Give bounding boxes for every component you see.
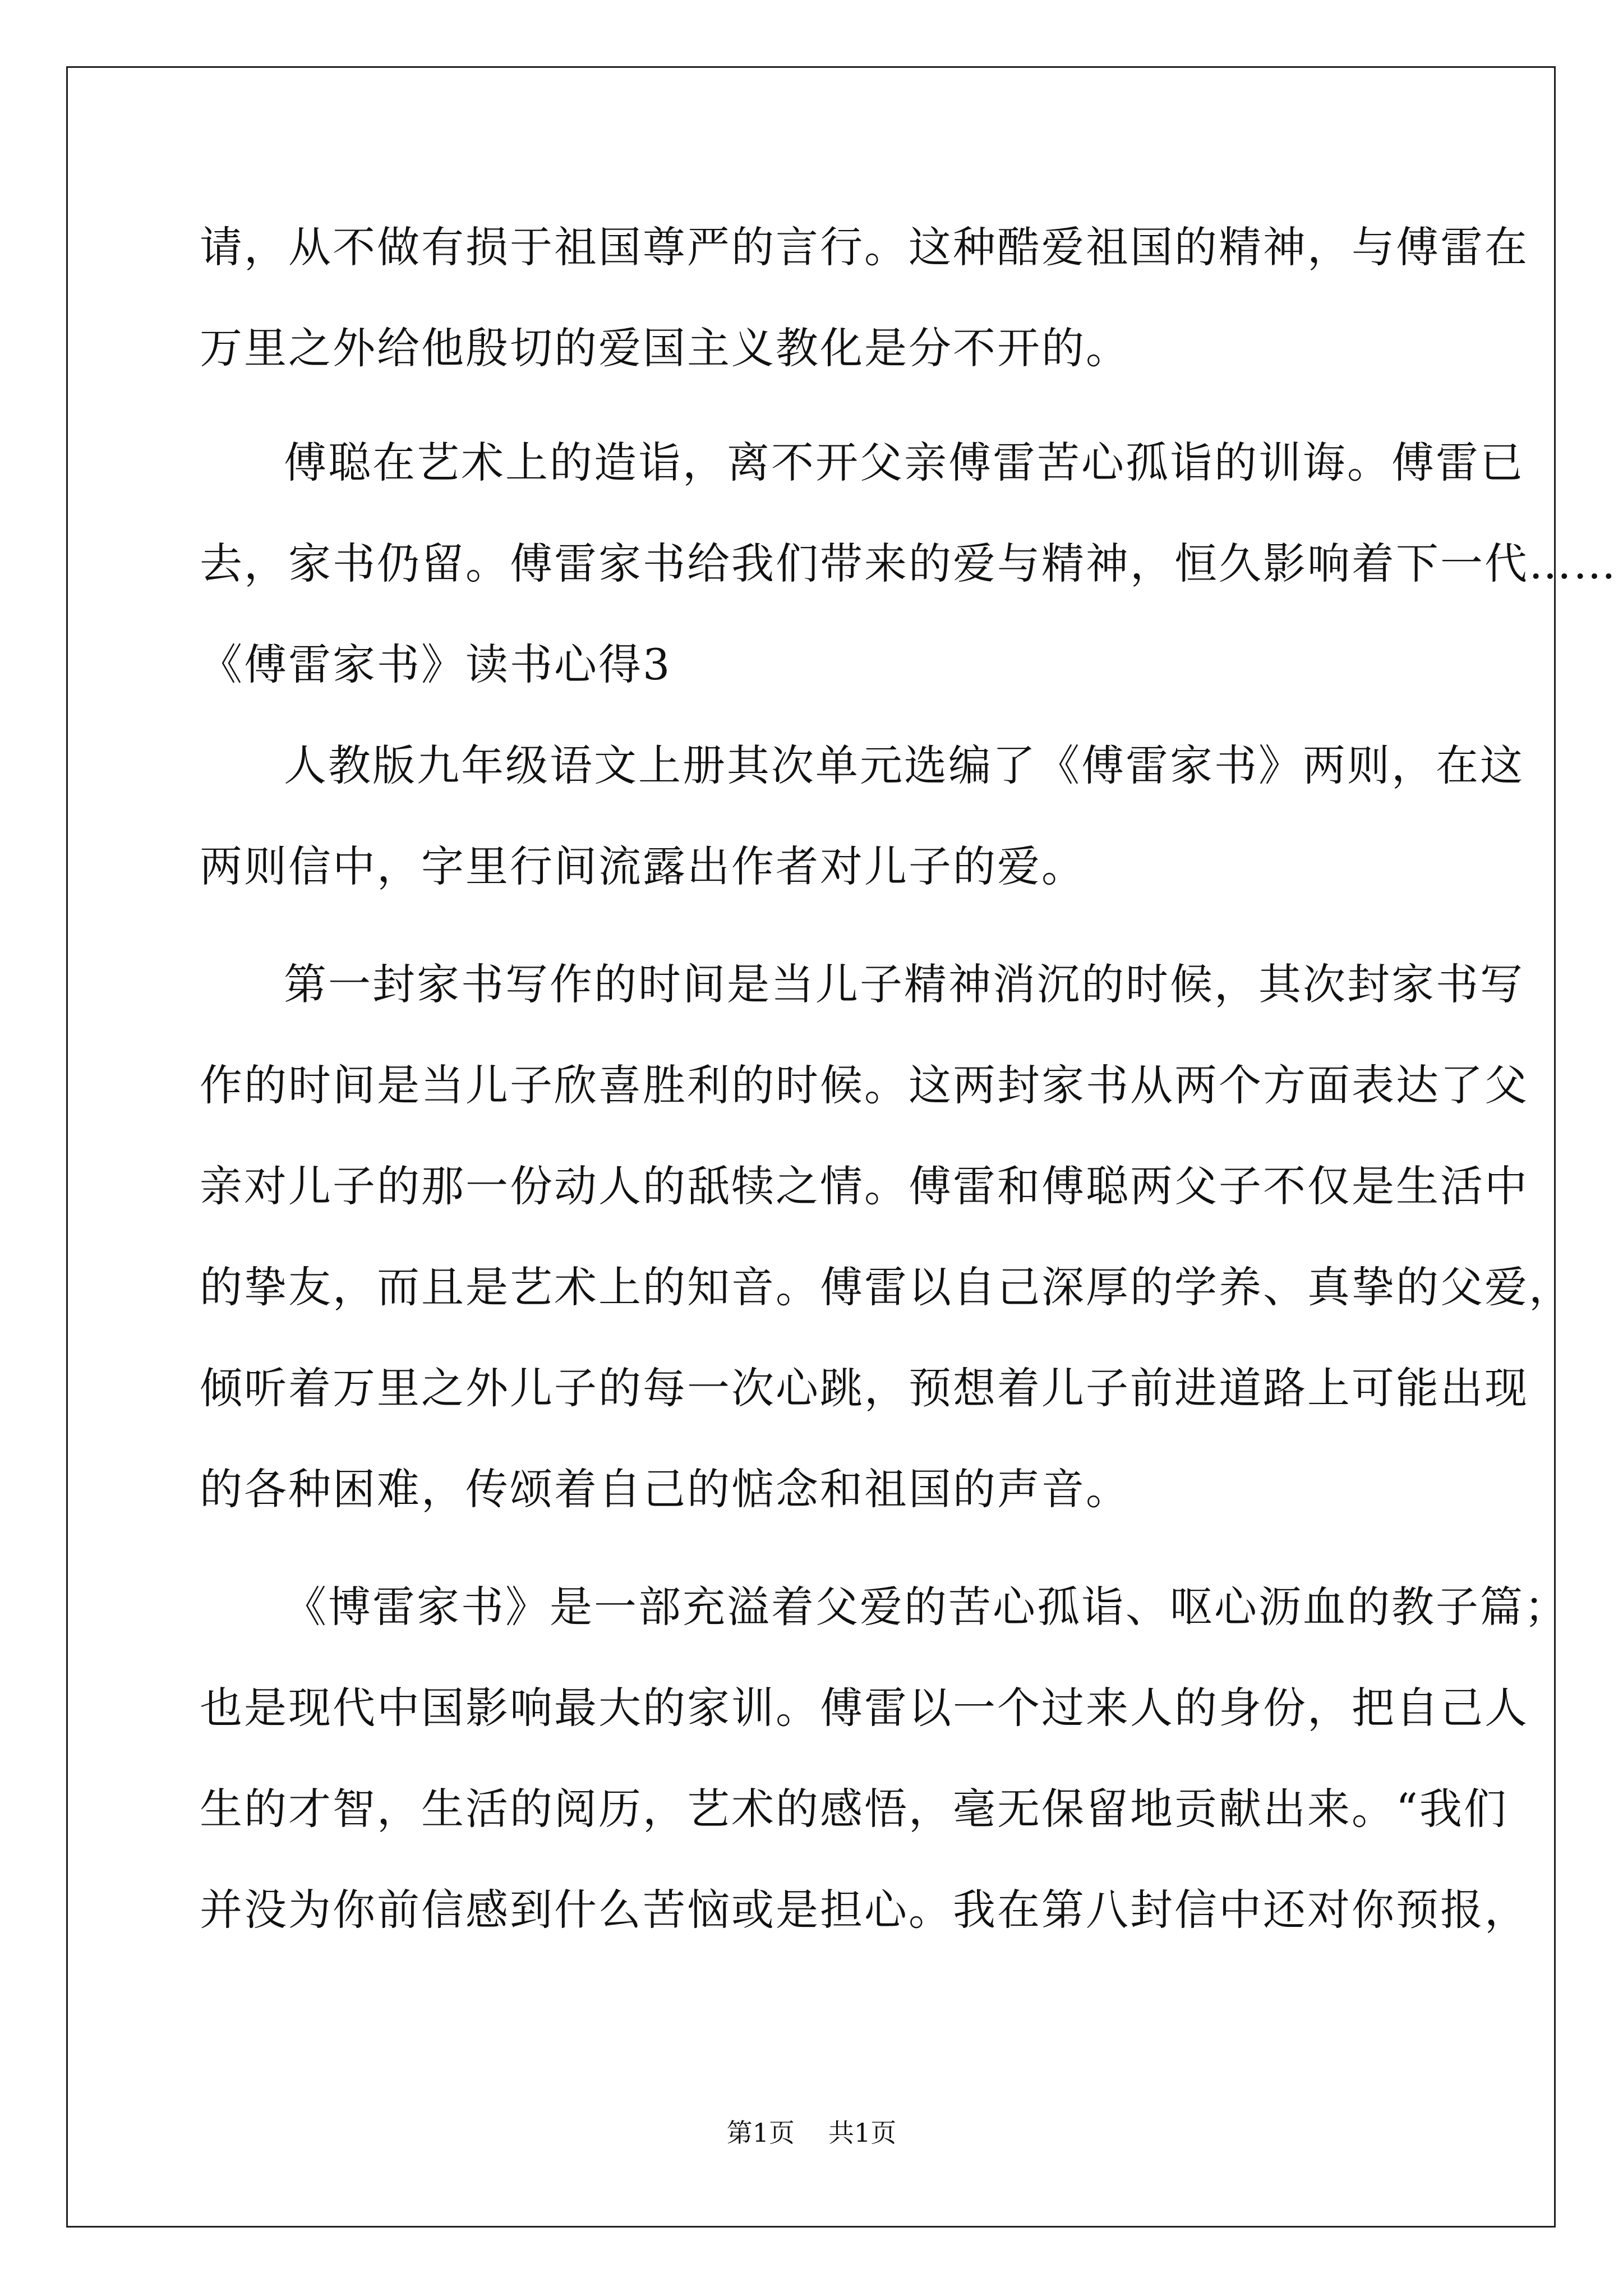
text-line: 也是现代中国影响最大的家训。傅雷以一个过来人的身份，把自己人 bbox=[200, 1683, 1529, 1733]
paragraph-start-line: 人教版九年级语文上册其次单元选编了《傅雷家书》两则，在这 bbox=[284, 740, 1524, 790]
text-line: 并没为你前信感到什么苦恼或是担心。我在第八封信中还对你预报， bbox=[200, 1885, 1529, 1935]
text-line: 作的时间是当儿子欣喜胜利的时候。这两封家书从两个方面表达了父 bbox=[200, 1060, 1529, 1110]
page-number: 第1页 bbox=[726, 2118, 795, 2148]
text-line: 的挚友，而且是艺术上的知音。傅雷以自己深厚的学养、真挚的父爱， bbox=[200, 1262, 1573, 1312]
text-line: 亲对儿子的那一份动人的舐犊之情。傅雷和傅聪两父子不仅是生活中 bbox=[200, 1161, 1529, 1211]
text-line: 倾听着万里之外儿子的每一次心跳，预想着儿子前进道路上可能出现 bbox=[200, 1363, 1529, 1413]
text-line: 两则信中，字里行间流露出作者对儿子的爱。 bbox=[200, 841, 1086, 891]
text-line: 请，从不做有损于祖国尊严的言行。这种酷爱祖国的精神，与傅雷在 bbox=[200, 222, 1529, 272]
paragraph-start-line: 第一封家书写作的时间是当儿子精神消沉的时候，其次封家书写 bbox=[284, 959, 1524, 1009]
page-total: 共1页 bbox=[828, 2118, 897, 2148]
text-line: 万里之外给他殷切的爱国主义教化是分不开的。 bbox=[200, 323, 1130, 373]
text-line: 去，家书仍留。傅雷家书给我们带来的爱与精神，恒久影响着下一代…… bbox=[200, 539, 1617, 588]
paragraph-start-line: 傅聪在艺术上的造诣，离不开父亲傅雷苦心孤诣的训诲。傅雷已 bbox=[284, 438, 1524, 487]
text-line: 的各种困难，传颂着自己的惦念和祖国的声音。 bbox=[200, 1464, 1130, 1514]
page-footer bbox=[0, 2116, 1623, 2150]
text-line: 生的才智，生活的阅历，艺术的感悟，毫无保留地贡献出来。“我们 bbox=[200, 1784, 1508, 1834]
paragraph-start-line: 《博雷家书》是一部充溢着父爱的苦心孤诣、呕心沥血的教子篇； bbox=[284, 1582, 1569, 1632]
section-heading: 《傅雷家书》读书心得3 bbox=[200, 639, 672, 689]
